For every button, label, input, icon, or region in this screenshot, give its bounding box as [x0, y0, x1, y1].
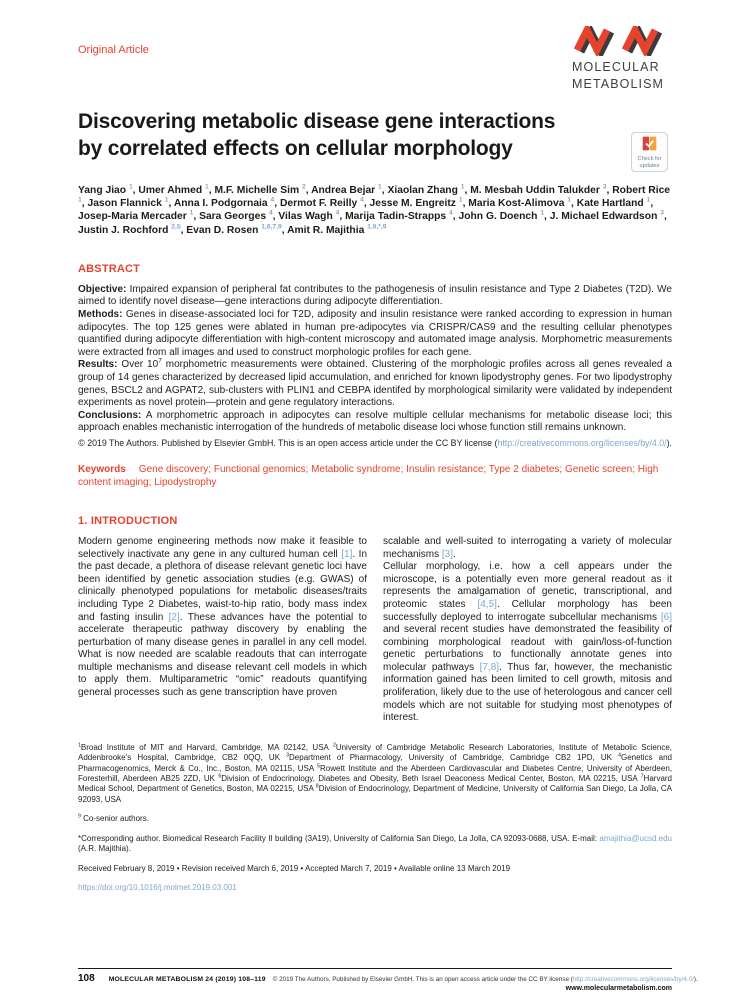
journal-logo-text [572, 59, 672, 92]
author-affiliation-sup: 4 [268, 209, 273, 217]
abstract-results-text: Over $10^7$ morphometric measurements were obtained. Clustering of the morphologic profiles across all genes revealed a group of 14 genes characterized by decreased lipid accumulation, and enriched for known lipodystrophy genes. For two lipodystrophy genes, BSCL2 and AGPAT2, sub-clusters with PLIN1 and CEBPA identifed by morphological similarity were validated by independent experiments as novel protein—protein and gene regulatory interactions. [78, 358, 672, 409]
author: Kate Hartland $^1$, [576, 196, 654, 210]
page-footer [78, 968, 698, 992]
keywords-text: Gene discovery; Functional genomics; Metabolic syndrome; Insulin resistance; Type 2 diabetes; Genetic screen; High content imaging; Lipodystrophy [78, 463, 659, 488]
author: Umer Ahmed $^1$, [138, 183, 215, 196]
author: Amit R. Majithia $^{1,8,*,9}$ [287, 223, 387, 236]
abstract-objective-label: Objective: [78, 283, 127, 295]
journal-website: www.molecularmetabolism.com [565, 985, 672, 992]
author-affiliation-sup: 1,8,*,9 [367, 223, 387, 231]
title-line2: by correlated effects on cellular morphology [78, 137, 513, 160]
abstract-methods-label: Methods: [78, 309, 123, 320]
footnotes-block [78, 743, 672, 893]
author-affiliation-sup: 1 [164, 196, 169, 204]
introduction-heading: 1. INTRODUCTION [78, 514, 178, 527]
author: Josep-Maria Mercader $^1$, [78, 209, 200, 223]
citation-link[interactable]: [6] [660, 611, 672, 623]
citation-link[interactable]: [7,8] [479, 661, 500, 673]
keywords-line [78, 463, 672, 489]
author: Vilas Wagh $^4$, [278, 209, 346, 223]
page-number: 108 [78, 973, 95, 984]
author-affiliation-sup: 1 [78, 196, 82, 204]
author-affiliation-sup: 1 [458, 196, 463, 204]
journal-logo [572, 26, 672, 92]
author: Marija Tadin-Strapps $^4$, [345, 209, 459, 223]
intro-right-column [383, 536, 672, 725]
author-affiliation-sup: 1 [128, 183, 133, 191]
abstract-heading: ABSTRACT [78, 262, 141, 275]
logo-line2: METABOLISM [572, 76, 665, 91]
author: Dermot F. Reilly $^4$, [279, 196, 370, 210]
check-for-updates-badge[interactable] [631, 132, 668, 172]
received-line: Received February 8, 2019 • Revision received March 6, 2019 • Accepted March 7, 2019 • Available online 13 March 2019 [78, 863, 511, 873]
citation-link[interactable]: [4,5] [477, 598, 497, 610]
page-title [78, 108, 672, 162]
author: Jason Flannick $^1$, [87, 196, 174, 210]
author-affiliation-sup: 1 [540, 209, 545, 217]
author: Andrea Bejar $^1$, [311, 183, 388, 196]
abstract-results [78, 359, 672, 409]
author-affiliation-sup: 4 [335, 209, 340, 217]
author: Justin J. Rochford $^{2,5}$, [78, 223, 187, 236]
authors-list [78, 184, 672, 237]
intro-left-column [78, 536, 367, 725]
author: Xiaolan Zhang $^1$, [387, 183, 471, 196]
intro-paragraph: Modern genome engineering methods now make it feasible to selectively inactivate any gene in any cultured human cell [1]. In the past decade, a plethora of disease relevant genetic loci have been identified by genetic association studies (e.g. GWAS) of clinically phenotyped populations for metabolic diseases/traits including Type 2 Diabetes, waist-to-hip ratio, body mass index and fasting insulin [2]. These advances have the potential to accelerate therapeutic pathway discovery by enabling the perturbation of many disease genes in parallel in any cell model. What is now needed are scalable readouts that can interrogate multiple mechanisms and disease relevant cell models in which to apply them. Multiparametric “omic” readouts quantifying general processes such as gene transcription have proven [78, 535, 368, 699]
author: Jesse M. Engreitz $^1$, [369, 196, 469, 210]
doi-link[interactable]: https://doi.org/10.1016/j.molmet.2019.03.001 [78, 882, 237, 892]
author: Maria Kost-Alimova $^1$, [468, 196, 577, 210]
abstract-conclusions [78, 410, 672, 435]
author-affiliation-sup: 2,5 [171, 223, 181, 231]
email-link[interactable]: amajithia@ucsd.edu [599, 833, 672, 843]
author-affiliation-sup: 1 [189, 209, 194, 217]
abstract-conclusions-label: Conclusions: [78, 409, 142, 421]
cc-license-link[interactable]: http://creativecommons.org/licenses/by/4.0/ [497, 437, 667, 448]
doi-line [78, 883, 672, 893]
author-affiliation-sup: 4 [449, 209, 453, 217]
citation-link[interactable]: [2] [168, 611, 180, 623]
intro-paragraph: scalable and well-suited to interrogating a variety of molecular mechanisms [3]. [383, 535, 672, 560]
author-affiliation-sup: 4 [270, 196, 275, 204]
author-affiliation-sup: 3 [602, 183, 607, 191]
introduction-body [78, 536, 672, 725]
author: Sara Georges $^4$, [199, 209, 279, 223]
author: Robert Rice $^1$, [78, 185, 671, 210]
author: Anna I. Podgornaia $^4$, [173, 196, 280, 210]
abstract-results-label: Results: [78, 359, 118, 371]
keywords-label: Keywords [78, 463, 126, 475]
crossmark-icon [641, 136, 658, 151]
footer-license: © 2019 The Authors. Published by Elsevier GmbH. This is an open access article under the CC BY license (http://creativecommons.org/licenses/by/4.0/). [272, 976, 698, 983]
abstract-objective [78, 284, 672, 309]
check-for-updates-label: Check for updates [637, 156, 662, 169]
author: Evan D. Rosen $^{1,6,7,9}$, [186, 223, 288, 236]
citation-link[interactable]: [1] [341, 548, 353, 560]
citation-link[interactable]: [3] [441, 548, 454, 560]
author-affiliation-sup: 1 [460, 183, 465, 191]
abstract-methods [78, 309, 672, 359]
abstract-body [78, 284, 672, 435]
author-affiliation-sup: 4 [360, 196, 364, 204]
article-type-label: Original Article [78, 44, 149, 56]
author: Yang Jiao $^1$, [78, 183, 139, 196]
corresponding-note: *Corresponding author. Biomedical Research Facility II building (3A19), University of California San Diego, La Jolla, CA 92093-0688, USA. E-mail: amajithia@ucsd.edu (A.R. Majithia). [78, 833, 672, 854]
author-affiliation-sup: 1 [646, 196, 651, 204]
abstract-methods-text: Genes in disease-associated loci for T2D, adiposity and insulin resistance were ranked according to expression in human adipocytes. The top 125 genes were ablated in human pre-adipocytes via CRISPR/CAS9 and the resulting cellular phenotypes quantified during adipocyte differentiation with high-content microscopy and automated image analysis. Morphometric measurements were extracted from all images and used to construct morphologic profiles for each gene. [78, 309, 673, 358]
abstract-conclusions-text: A morphometric approach in adipocytes can resolve multiple cellular mechanisms for metabolic disease loci; this approach enables mechanistic interrogation of the hundreds of metabolic disease loci whose function still remains unknown. [78, 409, 672, 434]
co-senior-note: $^9$ Co-senior authors. [78, 813, 149, 824]
author-affiliation-sup: 1 [567, 196, 572, 204]
copyright-text: © 2019 The Authors. Published by Elsevier GmbH. This is an open access article under the CC BY license ( [78, 437, 498, 448]
intro-paragraph: Cellular morphology, i.e. how a cell appears under the microscope, is a potentially even more general readout as it represents the amalgamation of genetic, transcriptional, and proteomic states [4,5]. Cellular morphology has been successfully deployed to interrogate subcellular mechanisms [6] and several recent studies have demonstrated the feasibility of combining morphological readout with gain/loss-of-function genetic perturbations to functionally annotate genes into molecular pathways [7,8]. Thus far, however, the mechanistic information gained has been limited to cell growth, mitosis and proliferation, likely due to the use of heterologous and cancer cell models which are not suitable for studying most phenotypes of interest. [383, 561, 672, 724]
author-affiliation-sup: 3 [660, 209, 664, 217]
footer-cc-license-link[interactable]: http://creativecommons.org/licenses/by/4.0/ [572, 976, 694, 983]
author: M.F. Michelle Sim $^2$, [214, 183, 312, 196]
abstract-copyright: © 2019 The Authors. Published by Elsevier GmbH. This is an open access article under the CC BY license (http://creativecommons.org/licenses/by/4.0/). [78, 437, 672, 448]
author: John G. Doench $^1$, [458, 209, 550, 223]
title-line1: Discovering metabolic disease gene interactions [78, 110, 556, 133]
author-affiliation-sup: 2 [302, 183, 306, 191]
logo-line1: MOLECULAR [572, 60, 660, 74]
journal-reference: MOLECULAR METABOLISM 24 (2019) 108–119 [108, 976, 266, 983]
author-affiliation-sup: 1,6,7,9 [261, 223, 282, 231]
author-affiliation-sup: 1 [204, 183, 209, 191]
footer-line1 [78, 973, 698, 984]
author: J. Michael Edwardson $^3$, [549, 209, 667, 223]
abstract-objective-text: Impaired expansion of peripheral fat contributes to the pathogenesis of insulin resistance and Type 2 Diabetes (T2D). We aimed to identify novel disease—gene interactions during adipocyte differentiation. [78, 283, 672, 308]
journal-logo-marks-icon [572, 26, 672, 56]
affiliations: $^1$Broad Institute of MIT and Harvard, Cambridge, MA 02142, USA $^2$University of Cambridge Metabolic Research Laboratories, Institute of Metabolic Science, Addenbrooke’s Hospital, Cambridge, CB2 0QQ, UK $^3$Department of Pharmacology, University of Cambridge, Cambridge CB2 1PD, UK $^4$Genetics and Pharmacogenomics, Merck & Co., Inc., Boston, MA 02115, USA $^5$Rowett Institute and the Aberdeen Cardiovascular and Diabetes Centre, University of Aberdeen, Foresterhill, Aberdeen AB25 2ZD, UK $^6$Division of Endocrinology, Diabetes and Obesity, Beth Israel Deaconess Medical Center, Boston, MA 02215, USA $^7$Harvard Medical School, Department of Genetics, Boston, MA 02215, USA $^8$Division of Endocrinology, Department of Medicine, University of California San Diego, La Jolla, CA 92093, USA [78, 742, 672, 804]
author-affiliation-sup: 1 [378, 183, 382, 191]
author: M. Mesbah Uddin Talukder $^3$, [470, 183, 613, 196]
